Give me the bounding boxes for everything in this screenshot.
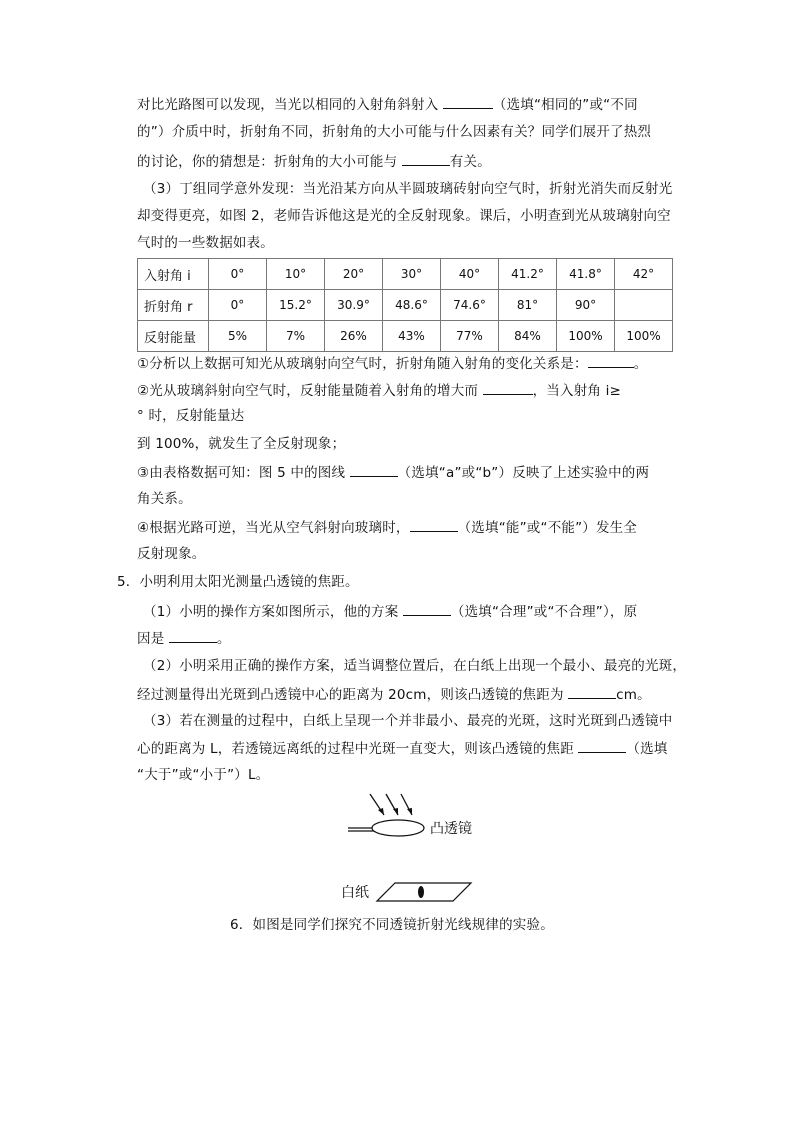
problem-title: 5．小明利用太阳光测量凸透镜的焦距。 — [117, 574, 359, 590]
table-cell: 10° — [267, 259, 325, 290]
table-cell: 0° — [209, 290, 267, 321]
text-line: 心的距离为 L，若透镜远离纸的过程中光斑一直变大，则该凸透镜的焦距 （选填 — [137, 738, 668, 759]
paper-figure — [375, 880, 475, 904]
table-cell: 20° — [325, 259, 383, 290]
text-line: 因是 。 — [137, 628, 231, 649]
text-line: 经过测量得出光斑到凸透镜中心的距离为 20cm，则该凸透镜的焦距为 cm。 — [137, 684, 651, 705]
table-cell: 43% — [383, 321, 441, 352]
table-row — [138, 259, 673, 290]
text-line: ③由表格数据可知：图 5 中的图线 （选填“a”或“b”）反映了上述实验中的两 — [137, 462, 649, 483]
text-line: （3）丁组同学意外发现：当光沿某方向从半圆玻璃砖射向空气时，折射光消失而反射光 — [143, 181, 673, 197]
text-line: ②光从玻璃斜射向空气时，反射能量随着入射角的增大而 ，当入射角 i≥ — [137, 380, 621, 401]
answer-blank[interactable] — [403, 601, 451, 616]
text-line: ①分析以上数据可知光从玻璃射向空气时，折射角随入射角的变化关系是： 。 — [137, 353, 647, 374]
arrow-head-icon — [407, 808, 412, 815]
table-row — [138, 290, 673, 321]
text-line: （2）小明采用正确的操作方案，适当调整位置后，在白纸上出现一个最小、最亮的光斑， — [143, 658, 687, 674]
answer-blank[interactable] — [410, 517, 458, 532]
text-line: 反射现象。 — [137, 546, 206, 562]
text-line: 的讨论，你的猜想是：折射角的大小可能与 有关。 — [137, 151, 491, 172]
light-spot — [418, 886, 424, 898]
data-table — [137, 258, 673, 352]
table-cell: 26% — [325, 321, 383, 352]
table-row — [138, 321, 673, 352]
arrow-head-icon — [393, 808, 398, 815]
answer-blank[interactable] — [578, 738, 626, 753]
table-cell: 81° — [499, 290, 557, 321]
table-cell: 74.6° — [441, 290, 499, 321]
text-line: 角关系。 — [137, 491, 192, 507]
table-cell: 100% — [615, 321, 673, 352]
text-line: 到 100%，就发生了全反射现象； — [137, 436, 346, 452]
text-line: 气时的一些数据如表。 — [137, 235, 274, 251]
paper-label: 白纸 — [341, 885, 369, 901]
table-cell: 15.2° — [267, 290, 325, 321]
text-line: （3）若在测量的过程中，白纸上呈现一个并非最小、最亮的光斑，这时光斑到凸透镜中 — [143, 713, 673, 729]
table-cell: 41.8° — [557, 259, 615, 290]
row-header: 入射角 i — [138, 259, 209, 290]
table-cell — [615, 290, 673, 321]
table-cell: 30° — [383, 259, 441, 290]
answer-blank[interactable] — [402, 151, 450, 166]
table-cell: 48.6° — [383, 290, 441, 321]
table-cell: 30.9° — [325, 290, 383, 321]
table-cell: 84% — [499, 321, 557, 352]
text-line: “大于”或“小于”）L。 — [137, 767, 270, 783]
answer-blank[interactable] — [588, 353, 634, 368]
answer-blank[interactable] — [568, 684, 616, 699]
table-cell: 77% — [441, 321, 499, 352]
table-cell: 42° — [615, 259, 673, 290]
lens-figure — [340, 790, 430, 845]
table-cell: 0° — [209, 259, 267, 290]
text-line: （1）小明的操作方案如图所示，他的方案 （选填“合理”或“不合理”），原 — [143, 601, 637, 622]
row-header: 折射角 r — [138, 290, 209, 321]
table-cell: 7% — [267, 321, 325, 352]
table-cell: 5% — [209, 321, 267, 352]
answer-blank[interactable] — [483, 380, 533, 395]
text-line: ° 时，反射能量达 — [137, 408, 245, 424]
convex-lens — [372, 820, 424, 836]
problem-title: 6．如图是同学们探究不同透镜折射光线规律的实验。 — [230, 917, 554, 933]
answer-blank[interactable] — [169, 628, 217, 643]
row-header: 反射能量 — [138, 321, 209, 352]
table-cell: 40° — [441, 259, 499, 290]
arrow-head-icon — [378, 808, 384, 815]
text-line: 却变得更亮，如图 2，老师告诉他这是光的全反射现象。课后，小明查到光从玻璃射向空 — [137, 208, 671, 224]
text-line: 的”）介质中时，折射角不同，折射角的大小可能与什么因素有关？同学们展开了热烈 — [137, 124, 652, 140]
answer-blank[interactable] — [443, 94, 493, 109]
answer-blank[interactable] — [350, 462, 398, 477]
text-line: ④根据光路可逆，当光从空气斜射向玻璃时， （选填“能”或“不能”）发生全 — [137, 517, 637, 538]
table-cell: 90° — [557, 290, 615, 321]
table-cell: 100% — [557, 321, 615, 352]
text-line: 对比光路图可以发现，当光以相同的入射角斜射入 （选填“相同的”或“不同 — [137, 94, 638, 115]
lens-label: 凸透镜 — [430, 821, 472, 837]
table-cell: 41.2° — [499, 259, 557, 290]
